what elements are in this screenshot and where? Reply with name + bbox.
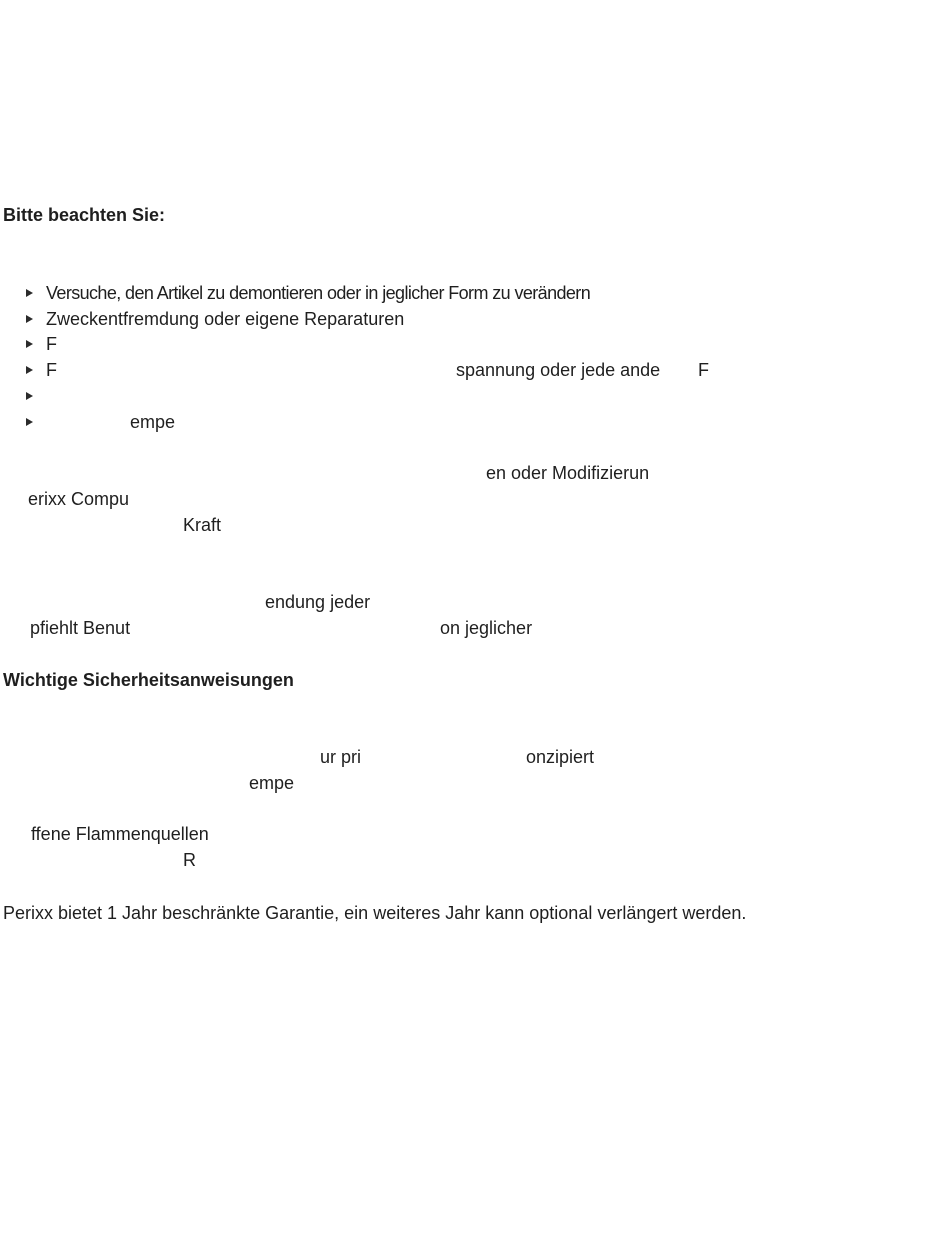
safety-heading: Wichtige Sicherheitsanweisungen (3, 670, 294, 690)
text-fragment: endung jeder (265, 592, 371, 612)
bullet-item: F (46, 360, 57, 380)
text-fragment: Kraft (183, 515, 222, 535)
text-fragment: erixx Compu (28, 489, 130, 509)
bullet-marker-icon (26, 289, 33, 297)
bullet-marker-icon (26, 315, 33, 323)
bullet-item: Zweckentfremdung oder eigene Reparaturen (46, 309, 405, 329)
text-fragment: on jeglicher (440, 618, 533, 638)
text-fragment: empe (249, 773, 295, 793)
bullet-item-fragment: spannung oder jede ande (456, 360, 661, 380)
text-fragment: onzipiert (526, 747, 595, 767)
text-fragment: en oder Modifizierun (486, 463, 650, 483)
notice-heading: Bitte beachten Sie: (3, 205, 166, 225)
bullet-item: F (46, 334, 57, 354)
text-fragment: pfiehlt Benut (30, 618, 131, 638)
bullet-marker-icon (26, 392, 33, 400)
bullet-item-fragment: F (698, 360, 709, 380)
text-fragment: R (183, 850, 196, 870)
bullet-marker-icon (26, 366, 33, 374)
text-fragment: ur pri (320, 747, 362, 767)
warranty-text: Perixx bietet 1 Jahr beschränkte Garantie, ein weiteres Jahr kann optional verlängert werden. (3, 903, 747, 923)
bullet-marker-icon (26, 340, 33, 348)
bullet-item-fragment: empe (130, 412, 176, 432)
bullet-marker-icon (26, 418, 33, 426)
text-fragment: ffene Flammenquellen (31, 824, 209, 844)
bullet-item: Versuche, den Artikel zu demontieren oder in jeglicher Form zu verändern (46, 283, 591, 303)
